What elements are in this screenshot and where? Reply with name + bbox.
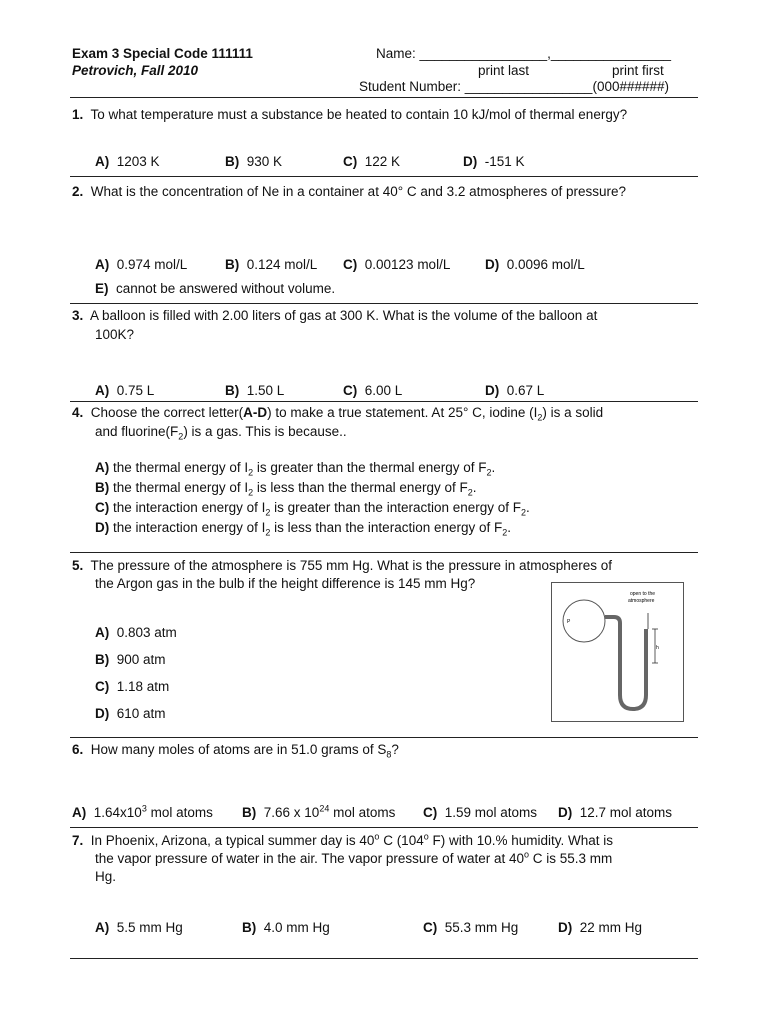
- question-4: 4. Choose the correct letter(A-D) to make a true statement. At 25° C, iodine $(I_2)$ is a solid: [72, 405, 604, 423]
- question-5-cont: the Argon gas in the bulb if the height difference is 145 mm Hg?: [95, 576, 476, 591]
- question-7-cont-2: Hg.: [95, 869, 117, 884]
- q1-option-c: C) 122 K: [343, 154, 401, 169]
- q5-option-b: B) 900 atm: [95, 652, 166, 667]
- q1-option-d: D) -151 K: [463, 154, 525, 169]
- question-2: 2. What is the concentration of Ne in a container at 40° C and 3.2 atmospheres of pressure?: [72, 184, 626, 199]
- q3-option-b: B) 1.50 L: [225, 383, 285, 398]
- q7-option-a: A) 5.5 mm Hg: [95, 920, 183, 935]
- q2-option-d: D) 0.0096 mol/L: [485, 257, 585, 272]
- question-7-cont: the vapor pressure of water in the air. The vapor pressure of water at 40$^o$ C is 55.3 mm: [95, 849, 613, 866]
- q4-option-c: C) the interaction energy of $I_2$ is greater than the interaction energy of $F_2$.: [95, 500, 530, 518]
- open-label-2: atmosphere: [628, 598, 655, 604]
- q4-option-d: D) the interaction energy of $I_2$ is less than the interaction energy of $F_2$.: [95, 520, 512, 538]
- question-4-cont: and $fluorine(F_2)$ is a gas. This is because..: [95, 424, 347, 442]
- u-tube: [605, 617, 646, 709]
- question-3: 3. A balloon is filled with 2.00 liters of gas at 300 K. What is the volume of the balloon at: [72, 308, 598, 323]
- q2-option-e: E) cannot be answered without volume.: [95, 281, 336, 296]
- q6-option-a: A) $1.64x10^3$ mol atoms: [72, 803, 213, 820]
- divider: [70, 176, 698, 177]
- q6-option-c: C) 1.59 mol atoms: [423, 805, 538, 820]
- q3-option-d: D) 0.67 L: [485, 383, 545, 398]
- divider: [70, 97, 698, 98]
- q6-option-b: B) 7.66 x $10^{24}$ mol atoms: [242, 803, 396, 820]
- q7-option-c: C) 55.3 mm Hg: [423, 920, 519, 935]
- manometer-diagram: [551, 582, 684, 722]
- question-5: 5. The pressure of the atmosphere is 755 mm Hg. What is the pressure in atmospheres of: [72, 558, 613, 573]
- height-label: h: [656, 645, 659, 651]
- q2-option-b: B) 0.124 mol/L: [225, 257, 318, 272]
- divider: [70, 827, 698, 828]
- divider: [70, 958, 698, 959]
- q5-option-c: C) 1.18 atm: [95, 679, 170, 694]
- divider: [70, 401, 698, 402]
- print-first-label: print first: [612, 63, 664, 78]
- open-label-1: open to the: [630, 591, 656, 597]
- question-3-cont: 100K?: [95, 327, 135, 342]
- course-info: Petrovich, Fall 2010: [72, 63, 199, 78]
- divider: [70, 303, 698, 304]
- name-field: Name: _________________,________________: [376, 46, 672, 61]
- student-number-field: Student Number: _________________(000######): [359, 79, 670, 94]
- pressure-label: P: [567, 619, 571, 625]
- q3-option-c: C) 6.00 L: [343, 383, 403, 398]
- q2-option-a: A) 0.974 mol/L: [95, 257, 188, 272]
- q5-option-d: D) 610 atm: [95, 706, 166, 721]
- q7-option-b: B) 4.0 mm Hg: [242, 920, 330, 935]
- divider: [70, 552, 698, 553]
- q4-option-a: A) the thermal energy of $I_2$ is greater than the thermal energy of $F_2$.: [95, 460, 496, 478]
- q1-option-a: A) 1203 K: [95, 154, 160, 169]
- q4-option-b: B) the thermal energy of $I_2$ is less than the thermal energy of $F_2$.: [95, 480, 477, 498]
- q5-option-a: A) 0.803 atm: [95, 625, 177, 640]
- manometer-svg: [552, 583, 683, 721]
- q1-option-b: B) 930 K: [225, 154, 283, 169]
- question-6: 6. How many moles of atoms are in 51.0 grams of $S_8$?: [72, 742, 399, 760]
- q6-option-d: D) 12.7 mol atoms: [558, 805, 673, 820]
- question-1: 1. To what temperature must a substance be heated to contain 10 kJ/mol of thermal energy?: [72, 107, 628, 122]
- print-last-label: print last: [478, 63, 530, 78]
- q7-option-d: D) 22 mm Hg: [558, 920, 643, 935]
- exam-title: Exam 3 Special Code 111111: [72, 46, 253, 61]
- divider: [70, 737, 698, 738]
- q2-option-c: C) 0.00123 mol/L: [343, 257, 451, 272]
- q3-option-a: A) 0.75 L: [95, 383, 155, 398]
- question-7: 7. In Phoenix, Arizona, a typical summer day is 40$^o$ C (104$^o$ F) with 10.% humidity. What is: [72, 831, 614, 848]
